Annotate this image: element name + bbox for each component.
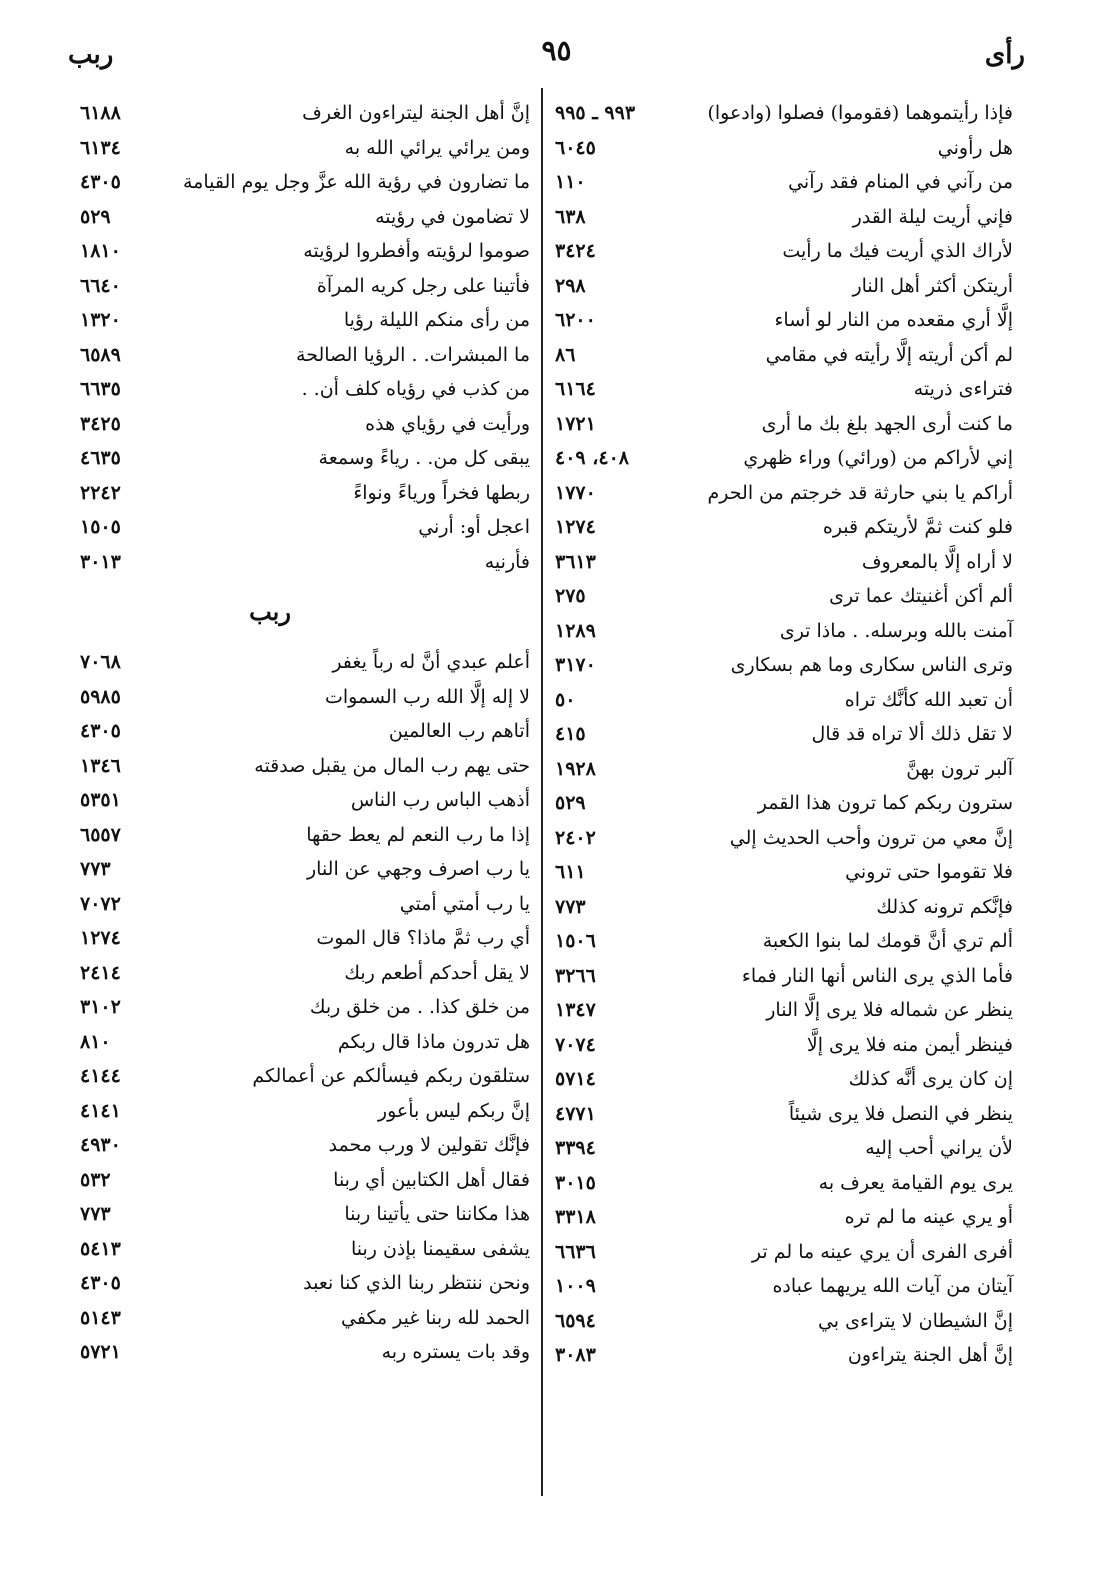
column-divider <box>541 88 543 1496</box>
entry-text: لا إله إلَّا الله رب السموات <box>325 685 530 708</box>
entry-text: لأراك الذي أريت فيك ما رأيت <box>782 240 1013 262</box>
entry-hadith-number: ١٥٠٥ <box>80 516 121 538</box>
index-entry <box>555 1200 1013 1235</box>
entry-text: فتراءى ذريته <box>913 378 1013 400</box>
entry-hadith-number: ٣٠١٣ <box>80 550 121 573</box>
entry-text: آمنت بالله وبرسله. . ماذا ترى <box>779 619 1013 642</box>
entry-hadith-number: ٦٦٣٦ <box>555 1240 596 1263</box>
entry-text: يرى يوم القيامة يعرف به <box>818 1171 1013 1194</box>
entry-hadith-number: ١٧٢١ <box>555 412 596 435</box>
index-entry <box>555 96 1013 131</box>
entry-hadith-number: ٢٤١٤ <box>80 961 121 984</box>
page-header <box>0 30 1113 80</box>
entry-text: إن كان يرى أنَّه كذلك <box>848 1068 1013 1090</box>
entry-hadith-number: ١٠٠٩ <box>555 1275 596 1297</box>
index-entry <box>70 338 530 373</box>
entry-text: يبقى كل من. . رياءً وسمعة <box>318 447 530 469</box>
entry-hadith-number: ٦١٦٤ <box>555 378 596 400</box>
index-entry <box>555 614 1013 649</box>
entry-hadith-number: ٧٠٦٨ <box>80 651 121 673</box>
entry-hadith-number: ١٩٢٨ <box>555 757 596 780</box>
entry-hadith-number: ٥٢٩ <box>80 205 111 228</box>
index-entry <box>70 714 530 749</box>
header-root-word-left: ربب <box>68 40 114 70</box>
entry-text: فلا تقوموا حتى تروني <box>845 861 1013 883</box>
index-entry <box>555 303 1013 338</box>
index-entry <box>555 234 1013 269</box>
entry-text: آيتان من آيات الله يريهما عباده <box>772 1275 1013 1297</box>
index-entry <box>555 717 1013 752</box>
entry-text: إنَّ الشيطان لا يتراءى بي <box>817 1309 1013 1332</box>
entry-text: إلَّا أري مقعده من النار لو أساء <box>774 309 1013 331</box>
entry-hadith-number: ٧٧٣ <box>80 858 111 880</box>
index-entry <box>555 372 1013 407</box>
entry-hadith-number: ٥١٤٣ <box>80 1306 121 1329</box>
entry-hadith-number: ٦٢٠٠ <box>555 309 596 331</box>
entry-hadith-number: ٣٣٩٤ <box>555 1137 596 1159</box>
index-entry <box>555 821 1013 856</box>
entry-text: ونحن ننتظر ربنا الذي كنا نعبد <box>303 1272 530 1294</box>
entry-hadith-number: ٤٣٠٥ <box>80 171 121 193</box>
entry-text: وترى الناس سكارى وما هم بسكارى <box>730 654 1013 676</box>
entry-text: ينظر عن شماله فلا يرى إلَّا النار <box>766 999 1013 1021</box>
index-entry <box>555 855 1013 890</box>
entry-hadith-number: ١٢٨٩ <box>555 619 596 642</box>
entry-text: فينظر أيمن منه فلا يرى إلَّا <box>806 1033 1013 1056</box>
entry-text: إنَّ أهل الجنة ليتراءون الغرف <box>302 102 530 124</box>
entry-hadith-number: ١٧٧٠ <box>555 481 596 504</box>
entry-hadith-number: ٧٧٣ <box>80 1203 111 1225</box>
entry-hadith-number: ١٥٠٦ <box>555 930 596 952</box>
index-entry <box>70 956 530 991</box>
index-entry <box>555 269 1013 304</box>
entry-hadith-number: ٢٢٤٢ <box>80 481 121 504</box>
index-entry <box>555 1304 1013 1339</box>
entry-hadith-number: ٢٩٨ <box>555 274 586 297</box>
entry-text: لم أكن أريته إلَّا رأيته في مقامي <box>765 343 1013 366</box>
entry-text: إنَّ ربكم ليس بأعور <box>377 1099 530 1122</box>
index-entry <box>555 924 1013 959</box>
entry-text: ربطها فخراً ورياءً ونواءً <box>353 481 530 504</box>
entry-text: من رأى منكم الليلة رؤيا <box>343 309 530 331</box>
entry-text: فإنَّك تقولين لا ورب محمد <box>328 1134 530 1156</box>
index-entry <box>70 165 530 200</box>
entry-hadith-number: ٥٣٥١ <box>80 789 121 811</box>
entry-text: اعجل أو: أرني <box>418 516 530 538</box>
entry-hadith-number: ٦١٣٤ <box>80 136 121 159</box>
index-entry <box>70 887 530 922</box>
index-entry <box>70 303 530 338</box>
index-entry <box>70 510 530 545</box>
index-entry <box>70 407 530 442</box>
entry-text: لا تضامون في رؤيته <box>375 205 530 228</box>
right-column <box>555 96 1013 1373</box>
index-entry <box>70 234 530 269</box>
index-entry <box>70 200 530 235</box>
entry-hadith-number: ٤٣٠٥ <box>80 720 121 742</box>
entry-hadith-number: ٥٧٢١ <box>80 1341 121 1363</box>
index-entry <box>70 269 530 304</box>
entry-text: سترون ربكم كما ترون هذا القمر <box>757 792 1013 814</box>
index-entry <box>70 1197 530 1232</box>
entry-hadith-number: ٦١٨٨ <box>80 102 121 124</box>
index-entry <box>555 1062 1013 1097</box>
entry-hadith-number: ٣٦١٣ <box>555 550 596 573</box>
index-entry <box>555 1235 1013 1270</box>
index-entry <box>555 165 1013 200</box>
entry-text: ألم تري أنَّ قومك لما بنوا الكعبة <box>762 930 1013 952</box>
entry-text: فقال أهل الكتابين أي ربنا <box>333 1168 530 1191</box>
index-entry <box>70 1335 530 1370</box>
entry-hadith-number: ٥٧١٤ <box>555 1068 596 1090</box>
entry-text: حتى يهم رب المال من يقبل صدقته <box>254 754 530 777</box>
index-entry <box>70 1128 530 1163</box>
index-entry <box>555 786 1013 821</box>
entry-text: ما المبشرات. . الرؤيا الصالحة <box>296 343 530 366</box>
entry-text: من رآني في المنام فقد رآني <box>788 171 1013 193</box>
entry-hadith-number: ٣١٠٢ <box>80 996 121 1018</box>
index-entry <box>555 752 1013 787</box>
entry-text: فإذا رأيتموهما (فقوموا) فصلوا (وادعوا) <box>707 102 1013 124</box>
index-entry <box>70 441 530 476</box>
entry-text: لا تقل ذلك ألا تراه قد قال <box>811 723 1013 745</box>
entry-hadith-number: ٥٩٨٥ <box>80 685 121 708</box>
entry-hadith-number: ٧٧٣ <box>555 895 586 918</box>
index-entry <box>70 645 530 680</box>
entry-text: الحمد لله ربنا غير مكفي <box>341 1306 530 1329</box>
index-entry <box>555 510 1013 545</box>
entry-hadith-number: ٤٧٧١ <box>555 1102 596 1125</box>
entry-hadith-number: ٧٠٧٤ <box>555 1033 596 1056</box>
entry-text: من خلق كذا. . من خلق ربك <box>309 996 530 1018</box>
entry-hadith-number: ٤١٤١ <box>80 1099 121 1122</box>
index-entry <box>70 476 530 511</box>
entry-text: ومن يرائي يرائي الله به <box>344 136 530 159</box>
entry-hadith-number: ٦٥٨٩ <box>80 343 121 366</box>
entry-text: فإني أريت ليلة القدر <box>852 205 1013 228</box>
index-entry <box>70 96 530 131</box>
entry-text: من كذب في رؤياه كلف أن. . <box>301 378 530 400</box>
index-entry <box>70 818 530 853</box>
index-entry <box>70 545 530 580</box>
entry-text: أن تعبد الله كأنَّك تراه <box>844 688 1013 711</box>
entry-text: إذا ما رب النعم لم يعط حقها <box>306 823 530 846</box>
entry-text: أفرى الفرى أن يري عينه ما لم تر <box>751 1240 1013 1263</box>
entry-hadith-number: ٣٢٦٦ <box>555 964 596 987</box>
entry-hadith-number: ٤٣٠٥ <box>80 1272 121 1294</box>
entry-hadith-number: ١٣٤٧ <box>555 999 596 1021</box>
entry-hadith-number: ٤٠٨، ٤٠٩ <box>555 447 629 469</box>
entry-text: يا رب أمتي أمتي <box>399 892 530 915</box>
index-entry <box>555 648 1013 683</box>
index-entry <box>70 680 530 715</box>
entry-hadith-number: ٦٠٤٥ <box>555 136 596 159</box>
left-column-bottom-entries <box>70 645 530 1370</box>
entry-text: فأما الذي يرى الناس أنها النار فماء <box>741 964 1013 987</box>
entry-text: أعلم عبدي أنَّ له رباً يغفر <box>332 651 530 673</box>
entry-text: لأن يراني أحب إليه <box>865 1137 1013 1159</box>
entry-text: فإنَّكم ترونه كذلك <box>876 895 1013 918</box>
entry-text: هذا مكاننا حتى يأتينا ربنا <box>344 1203 530 1225</box>
entry-hadith-number: ١٢٧٤ <box>555 516 596 538</box>
left-column <box>70 96 530 1370</box>
entry-hadith-number: ٨٦ <box>555 343 576 366</box>
index-entry <box>70 1266 530 1301</box>
entry-hadith-number: ٦٦٣٥ <box>80 378 121 400</box>
entry-hadith-number: ١٨١٠ <box>80 240 121 262</box>
index-entry <box>70 1163 530 1198</box>
entry-text: آلبر ترون بهنَّ <box>906 757 1013 780</box>
entry-hadith-number: ٦٥٩٤ <box>555 1309 596 1332</box>
entry-text: ينظر في النصل فلا يرى شيئاً <box>788 1102 1013 1125</box>
entry-text: يا رب اصرف وجهي عن النار <box>306 858 530 880</box>
index-entry <box>555 959 1013 994</box>
entry-text: لا أراه إلَّا بالمعروف <box>861 550 1013 573</box>
index-entry <box>555 1166 1013 1201</box>
entry-hadith-number: ١٣٤٦ <box>80 754 121 777</box>
entry-hadith-number: ١١٠ <box>555 171 586 193</box>
entry-hadith-number: ٥٠ <box>555 688 576 711</box>
entry-text: فأتينا على رجل كريه المرآة <box>316 274 530 297</box>
entry-hadith-number: ٣٣١٨ <box>555 1206 596 1228</box>
index-entry <box>555 993 1013 1028</box>
index-entry <box>555 1028 1013 1063</box>
index-entry <box>555 1269 1013 1304</box>
entry-text: ورأيت في رؤياي هذه <box>365 412 530 435</box>
entry-text: صوموا لرؤيته وأفطروا لرؤيته <box>303 240 530 262</box>
entry-hadith-number: ٧٠٧٢ <box>80 892 121 915</box>
index-entry <box>555 683 1013 718</box>
index-entry <box>70 921 530 956</box>
entry-text: أراكم يا بني حارثة قد خرجتم من الحرم <box>707 481 1013 504</box>
entry-hadith-number: ٣٠٨٣ <box>555 1344 596 1366</box>
index-entry <box>70 1232 530 1267</box>
index-entry <box>555 1131 1013 1166</box>
index-entry <box>70 131 530 166</box>
left-column-top-entries <box>70 96 530 579</box>
entry-text: إنَّ معي من ترون وأحب الحديث إلي <box>729 826 1013 849</box>
index-entry <box>70 783 530 818</box>
entry-hadith-number: ٥٣٢ <box>80 1168 111 1191</box>
entry-text: إنَّ أهل الجنة يتراءون <box>847 1344 1013 1366</box>
index-entry <box>70 1301 530 1336</box>
index-entry <box>70 749 530 784</box>
index-entry <box>70 372 530 407</box>
index-entry <box>70 990 530 1025</box>
index-entry <box>555 890 1013 925</box>
section-heading: ربب <box>249 597 291 626</box>
index-entry <box>70 852 530 887</box>
index-entry <box>555 407 1013 442</box>
entry-hadith-number: ٥٢٩ <box>555 792 586 814</box>
entry-hadith-number: ٤٦٣٥ <box>80 447 121 469</box>
entry-hadith-number: ٦٦٤٠ <box>80 274 121 297</box>
index-entry <box>555 131 1013 166</box>
entry-text: لا يقل أحدكم أطعم ربك <box>344 961 530 984</box>
entry-text: يشفى سقيمنا بإذن ربنا <box>350 1237 530 1260</box>
index-entry <box>555 200 1013 235</box>
index-entry <box>555 1338 1013 1373</box>
entry-text: ستلقون ربكم فيسألكم عن أعمالكم <box>252 1065 530 1087</box>
entry-text: وقد بات يستره ربه <box>381 1341 530 1363</box>
entry-hadith-number: ٦٣٨ <box>555 205 586 228</box>
page-number: ٩٥ <box>541 34 572 67</box>
entry-hadith-number: ٢٤٠٢ <box>555 826 596 849</box>
entry-text: أذهب الباس رب الناس <box>350 789 530 811</box>
entry-text: أتاهم رب العالمين <box>388 720 530 742</box>
index-entry <box>555 579 1013 614</box>
entry-text: أي رب ثمَّ ماذا؟ قال الموت <box>316 927 530 949</box>
entry-text: هل رأوني <box>937 136 1013 159</box>
entry-hadith-number: ٣١٧٠ <box>555 654 596 676</box>
entry-hadith-number: ٤٩٣٠ <box>80 1134 121 1156</box>
index-entry <box>555 1097 1013 1132</box>
entry-text: هل تدرون ماذا قال ربكم <box>337 1030 530 1053</box>
index-entry <box>70 1059 530 1094</box>
entry-text: ما كنت أرى الجهد بلغ بك ما أرى <box>761 412 1013 435</box>
entry-hadith-number: ٣٠١٥ <box>555 1171 596 1194</box>
index-entry <box>70 1025 530 1060</box>
entry-hadith-number: ٩٩٣ ـ ٩٩٥ <box>555 102 636 124</box>
entry-text: أو يري عينه ما لم تره <box>844 1206 1013 1228</box>
entry-hadith-number: ٣٤٢٤ <box>555 240 596 262</box>
index-entry <box>70 1094 530 1129</box>
entry-hadith-number: ٦٥٥٧ <box>80 823 121 846</box>
entry-hadith-number: ٣٤٢٥ <box>80 412 121 435</box>
entry-text: ما تضارون في رؤية الله عزَّ وجل يوم القيامة <box>183 171 530 193</box>
entry-text: فلو كنت ثمَّ لأريتكم قبره <box>822 516 1013 538</box>
entry-hadith-number: ٢٧٥ <box>555 585 586 607</box>
header-root-word-right: رأى <box>984 40 1025 70</box>
entry-text: ألم أكن أغنيتك عما ترى <box>829 585 1013 607</box>
entry-text: أريتكن أكثر أهل النار <box>852 274 1013 297</box>
entry-text: فأرنيه <box>484 550 530 573</box>
entry-hadith-number: ٤١٥ <box>555 723 586 745</box>
entry-hadith-number: ٨١٠ <box>80 1030 111 1053</box>
index-entry <box>555 545 1013 580</box>
entry-hadith-number: ١٣٢٠ <box>80 309 121 331</box>
index-entry <box>555 441 1013 476</box>
entry-hadith-number: ١٢٧٤ <box>80 927 121 949</box>
entry-hadith-number: ٦١١ <box>555 861 586 883</box>
index-entry <box>555 338 1013 373</box>
index-entry <box>555 476 1013 511</box>
entry-text: إني لأراكم من (ورائي) وراء ظهري <box>743 447 1013 469</box>
entry-hadith-number: ٤١٤٤ <box>80 1065 121 1087</box>
entry-hadith-number: ٥٤١٣ <box>80 1237 121 1260</box>
